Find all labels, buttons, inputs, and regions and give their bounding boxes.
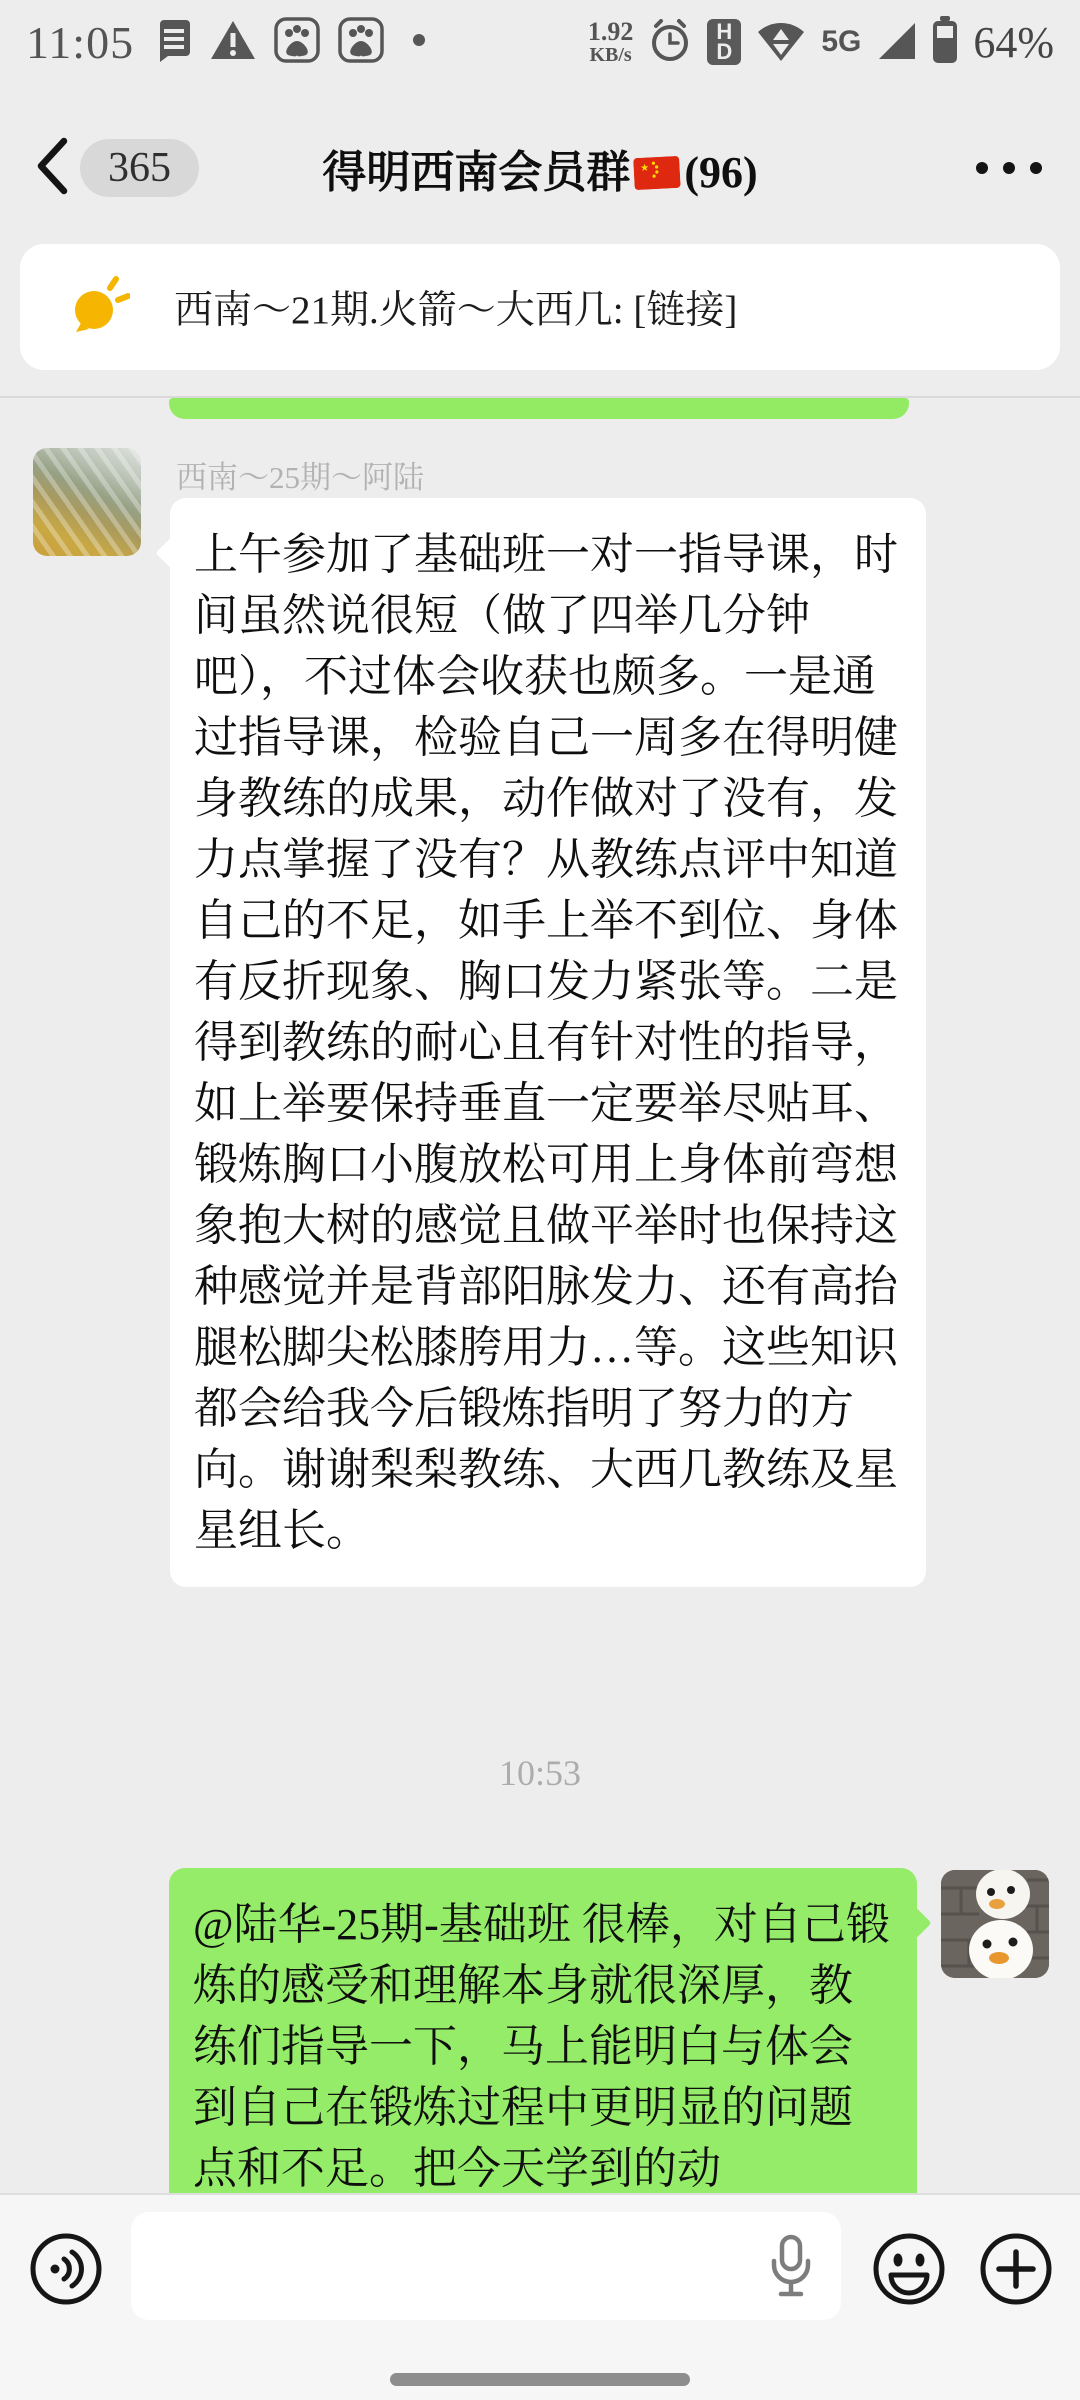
baidu-paw-icon [274,17,320,68]
voice-toggle-icon[interactable] [28,2231,104,2312]
member-count: (96) [684,148,758,197]
wifi-transfer-icon [755,17,807,68]
back-chevron-icon [34,135,70,202]
group-name: 得明西南会员群 [322,148,631,197]
more-menu-button[interactable] [976,162,1042,174]
network-speed [588,19,634,65]
battery-icon [931,16,959,69]
outgoing-message-bubble[interactable] [169,1868,917,2225]
net-speed-unit: KB/s [589,44,632,66]
hd-volte-icon [707,19,741,65]
unread-count-badge: 365 [80,139,199,197]
status-right-cluster [588,16,1054,69]
timestamp: 10:53 [498,1753,581,1793]
sender-name: 西南～25期～阿陆 [176,460,424,495]
emoji-icon[interactable] [871,2231,947,2312]
message-text-input[interactable] [131,2212,841,2320]
network-type-label: 5G [821,25,862,58]
clock-time: 11:05 [26,16,135,68]
alarm-clock-icon [647,17,693,68]
baidu-paw-icon [338,17,384,68]
pinned-message-bar[interactable] [20,244,1060,370]
mic-icon[interactable] [764,2233,818,2306]
home-indicator-bar[interactable] [390,2373,690,2386]
back-button[interactable] [34,135,199,202]
warning-icon [210,19,256,66]
memo-icon [152,18,192,67]
partial-green-bubble[interactable] [169,398,909,419]
hd-letter-h: H [716,19,733,45]
nav-bar [0,100,1080,236]
outgoing-message-text: @陆华-25期-基础班 很棒，对自己锻炼的感受和理解本身就很深厚，教练们指导一下，马上能明白与体会到自己在锻炼过程中更明显的问题点和不足。把今天学到的动 [193,1900,890,2193]
plus-icon[interactable] [978,2231,1054,2312]
sender-avatar[interactable] [33,448,141,556]
incoming-message-text: 上午参加了基础班一对一指导课，时间虽然说很短（做了四举几分钟吧），不过体会收获也颇多。一是通过指导课，检验自己一周多在得明健身教练的成果，动作做对了没有，发力点掌握了没有？从教练点评中知道自己的不足，如手上举不到位、身体有反折现象、胸口发力紧张等。二是得到教练的耐心且有针对性的指导，如上举要保持垂直一定要举尽贴耳、锻炼胸口小腹放松可用上身体前弯想象抱大树的感觉且做平举时也保持这种感觉并是背部阳脉发力、还有高抬腿松脚尖松膝胯用力…等。这些知识都会给我今后锻炼指明了努力的方向。谢谢梨梨教练、大西几教练及星星组长。 [194,530,898,1555]
announcement-bubble-icon [68,274,130,341]
own-avatar[interactable] [941,1870,1049,1978]
hd-letter-d: D [716,39,733,64]
status-bar [0,0,1080,84]
signal-icon [875,19,917,66]
incoming-message-bubble[interactable] [170,498,926,1587]
net-speed-value: 1.92 [587,17,634,46]
status-left-cluster [26,16,426,69]
pinned-message-text: 西南～21期.火箭～大西几: [链接] [174,289,738,332]
notification-dot-icon [412,33,426,52]
battery-percent: 64% [973,17,1054,67]
message-input-bar [0,2193,1080,2400]
china-flag-icon [633,148,682,201]
